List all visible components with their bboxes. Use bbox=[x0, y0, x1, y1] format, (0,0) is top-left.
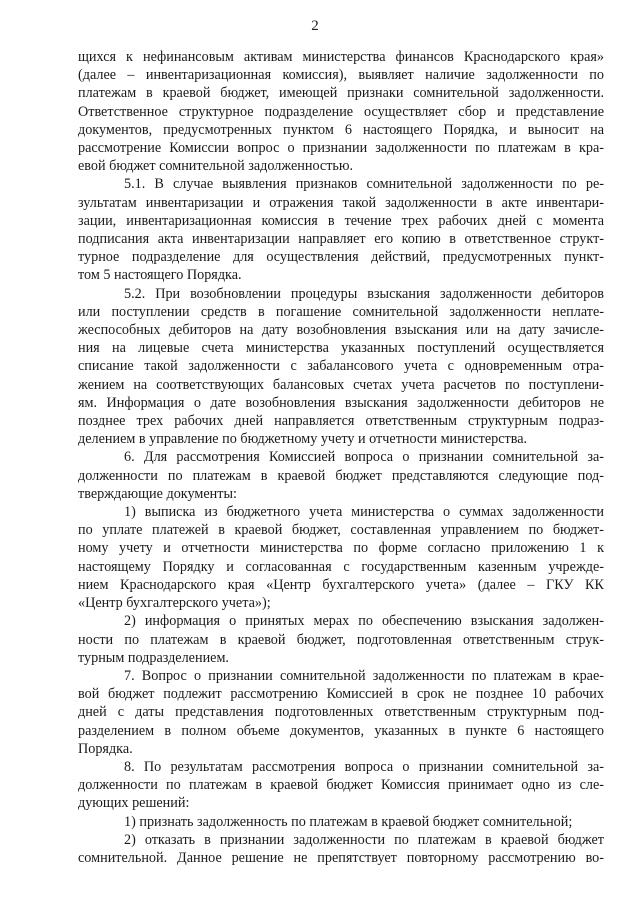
text-line: турным подразделением. bbox=[78, 649, 229, 666]
text-line: ному учету и отчетности министерства по форме согласно приложению 1 к bbox=[78, 540, 604, 557]
text-line: (далее – инвентаризационная комиссия), выявляет наличие задолженности по bbox=[78, 67, 604, 84]
text-line: зации, инвентаризационная комиссия в течение трех рабочих дней с момента bbox=[78, 212, 604, 229]
page-number: 2 bbox=[311, 18, 319, 34]
text-line: долженности по платежам в краевой бюджет Комиссия принимает одно из сле- bbox=[78, 777, 604, 794]
text-line: по уплате платежей в краевой бюджет, составленная управлением по бюджет- bbox=[78, 522, 604, 539]
text-line: 2) информация о принятых мерах по обеспечению взыскания задолжен- bbox=[124, 613, 604, 630]
paragraph bbox=[78, 813, 604, 831]
paragraph bbox=[78, 448, 604, 503]
text-line: позднее трех рабочих дней направляется ответственным структурным подраз- bbox=[78, 413, 604, 430]
text-line: Порядка. bbox=[78, 740, 133, 757]
text-line: жеспособных дебиторов на дату возобновления взыскания или на дату зачисле- bbox=[78, 322, 604, 339]
text-line: ния на лицевые счета министерства указанных поступлений осуществляется bbox=[78, 340, 604, 357]
text-line: 1) признать задолженность по платежам в краевой бюджет сомнительной; bbox=[124, 813, 573, 830]
paragraph bbox=[78, 48, 604, 175]
text-line: вой бюджет подлежит рассмотрению Комиссией в срок не позднее 10 рабочих bbox=[78, 686, 604, 703]
text-line: рассмотрение Комиссии вопрос о признании задолженности по платежам в кра- bbox=[78, 140, 604, 157]
text-line: 5.2. При возобновлении процедуры взыскания задолженности дебиторов bbox=[124, 285, 604, 302]
paragraph bbox=[78, 175, 604, 284]
text-line: 6. Для рассмотрения Комиссией вопроса о признании сомнительной за- bbox=[124, 449, 604, 466]
text-line: Ответственное структурное подразделение осуществляет сбор и представление bbox=[78, 103, 604, 120]
text-line: 1) выписка из бюджетного учета министерства о суммах задолженности bbox=[124, 504, 604, 521]
text-line: «Центр бухгалтерского учета»); bbox=[78, 595, 271, 612]
text-line: или поступлении средств в погашение сомнительной задолженности неплате- bbox=[78, 303, 604, 320]
text-line: сомнительной. Данное решение не препятствует повторному рассмотрению во- bbox=[78, 849, 604, 866]
text-line: турное подразделение для осуществления действий, предусмотренных пункт- bbox=[78, 249, 604, 266]
paragraph bbox=[78, 667, 604, 758]
paragraph bbox=[78, 612, 604, 667]
text-line: документов, предусмотренных пунктом 6 настоящего Порядка, и выносит на bbox=[78, 121, 604, 138]
text-line: разделением в полном объеме документов, указанных в пункте 6 настоящего bbox=[78, 722, 604, 739]
text-line: ности по платежам в краевой бюджет, подготовленная ответственным струк- bbox=[78, 631, 604, 648]
text-line: зультатам инвентаризации и отражения такой задолженности в акте инвентари- bbox=[78, 194, 604, 211]
text-line: платежам в краевой бюджет, имеющей признаки сомнительной задолженности. bbox=[78, 85, 604, 102]
document-body bbox=[78, 48, 604, 867]
text-line: тверждающие документы: bbox=[78, 485, 237, 502]
text-line: щихся к нефинансовым активам министерства финансов Краснодарского края» bbox=[78, 49, 604, 65]
paragraph bbox=[78, 503, 604, 612]
paragraph bbox=[78, 831, 604, 867]
text-line: нием Краснодарского края «Центр бухгалтерского учета» (далее – ГКУ КК bbox=[78, 576, 604, 593]
paragraph bbox=[78, 285, 604, 449]
text-line: 2) отказать в признании задолженности по платежам в краевой бюджет bbox=[124, 831, 604, 848]
text-line: делением в управление по бюджетному учету и отчетности министерства. bbox=[78, 431, 528, 448]
text-line: дней с даты представления подготовленных ответственным структурным под- bbox=[78, 704, 604, 721]
text-line: долженности по платежам в краевой бюджет представляются следующие под- bbox=[78, 467, 604, 484]
text-line: дующих решений: bbox=[78, 795, 190, 812]
text-line: списание такой задолженности с забалансового учета с одновременным отра- bbox=[78, 358, 604, 375]
text-line: 7. Вопрос о признании сомнительной задолженности по платежам в крае- bbox=[124, 667, 604, 684]
paragraph bbox=[78, 758, 604, 813]
text-line: подписания акта инвентаризации направляет его копию в ответственное структ- bbox=[78, 231, 604, 248]
text-line: том 5 настоящего Порядка. bbox=[78, 267, 242, 284]
text-line: 8. По результатам рассмотрения вопроса о признании сомнительной за- bbox=[124, 758, 604, 775]
text-line: 5.1. В случае выявления признаков сомнительной задолженности по ре- bbox=[124, 176, 604, 193]
text-line: ям. Информация о дате возобновления взыскания задолженности дебиторов не bbox=[78, 394, 604, 411]
text-line: настоящему Порядку и согласованная с государственным казенным учрежде- bbox=[78, 558, 604, 575]
text-line: жением на соответствующих балансовых счетах учета расчетов по поступлени- bbox=[78, 376, 604, 393]
text-line: евой бюджет сомнительной задолженностью. bbox=[78, 158, 354, 175]
